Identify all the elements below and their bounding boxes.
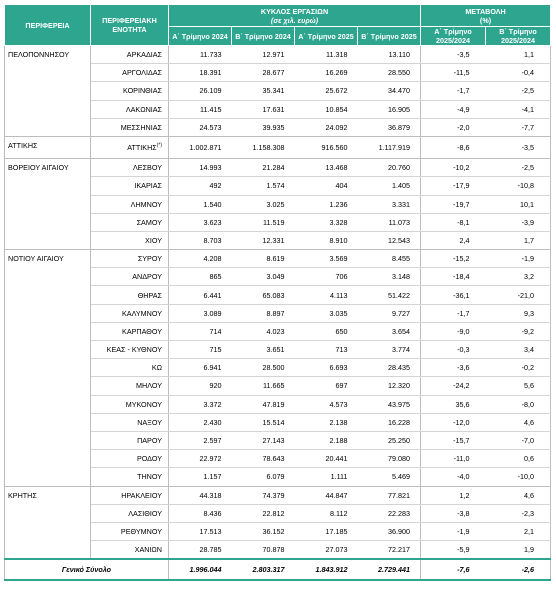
region-cell: ΝΟΤΙΟΥ ΑΙΓΑΙΟΥ — [5, 250, 91, 486]
cell-q1-2025: 11.318 — [295, 46, 358, 64]
cell-q1-2025: 6.693 — [295, 359, 358, 377]
cell-q2-2024: 28.677 — [232, 64, 295, 82]
cell-ch-q2: -8,0 — [486, 395, 551, 413]
unit-cell — [91, 450, 169, 468]
cell-ch-q1: -5,9 — [421, 541, 486, 560]
cell-q1-2024: 44.318 — [169, 486, 232, 504]
col-q1-2025: Α΄ Τρίμηνο 2025 — [295, 27, 358, 46]
turnover-title: ΚΥΚΛΟΣ ΕΡΓΑΣΙΩΝ — [260, 6, 329, 16]
cell-ch-q1: -8,1 — [421, 213, 486, 231]
cell-q2-2024: 74.379 — [232, 486, 295, 504]
cell-q1-2024: 3.623 — [169, 213, 232, 231]
footnote-marker: (*) — [156, 142, 162, 149]
cell-q1-2024: 14.993 — [169, 159, 232, 177]
cell-ch-q1: -10,2 — [421, 159, 486, 177]
cell-q2-2025: 79.080 — [358, 450, 421, 468]
cell-ch-q1: -4,9 — [421, 100, 486, 118]
cell-ch-q1: -0,3 — [421, 341, 486, 359]
cell-q2-2024: 35.341 — [232, 82, 295, 100]
cell-q1-2025: 3.569 — [295, 250, 358, 268]
cell-q2-2025: 25.250 — [358, 431, 421, 449]
cell-q2-2024: 6.079 — [232, 468, 295, 486]
unit-cell — [91, 304, 169, 322]
turnover-table — [4, 4, 551, 581]
turnover-subtitle: (σε χιλ. ευρώ) — [270, 15, 319, 25]
unit-cell — [91, 359, 169, 377]
cell-ch-q2: -7,0 — [486, 431, 551, 449]
change-header — [421, 5, 551, 27]
cell-q1-2024: 17.513 — [169, 522, 232, 540]
cell-ch-q2: -3,9 — [486, 213, 551, 231]
cell-q1-2025: 697 — [295, 377, 358, 395]
cell-q1-2024: 18.391 — [169, 64, 232, 82]
cell-ch-q2: 1,1 — [486, 46, 551, 64]
total-change-q1: -7,6 — [421, 559, 486, 580]
unit-cell — [91, 431, 169, 449]
cell-q2-2025: 12.543 — [358, 231, 421, 249]
cell-q2-2024: 1.158.308 — [232, 136, 295, 158]
cell-ch-q2: -0,2 — [486, 359, 551, 377]
unit-name: ΡΕΘΥΜΝΟΥ — [120, 526, 162, 536]
unit-cell — [91, 64, 169, 82]
cell-q1-2025: 3.035 — [295, 304, 358, 322]
unit-cell — [91, 522, 169, 540]
cell-q2-2025: 20.760 — [358, 159, 421, 177]
cell-ch-q1: 35,6 — [421, 395, 486, 413]
cell-q1-2024: 492 — [169, 177, 232, 195]
cell-q2-2025: 16.228 — [358, 413, 421, 431]
cell-ch-q1: -24,2 — [421, 377, 486, 395]
cell-q1-2025: 4.113 — [295, 286, 358, 304]
cell-q1-2024: 4.208 — [169, 250, 232, 268]
unit-name: ΧΑΝΙΩΝ — [134, 545, 162, 555]
unit-name: ΚΟΡΙΝΘΙΑΣ — [123, 86, 162, 96]
table-row — [5, 136, 551, 158]
unit-cell — [91, 541, 169, 560]
cell-q1-2025: 44.847 — [295, 486, 358, 504]
table-row — [5, 250, 551, 268]
unit-cell — [91, 159, 169, 177]
cell-q2-2025: 3.654 — [358, 322, 421, 340]
cell-ch-q1: -1,7 — [421, 82, 486, 100]
cell-q1-2024: 8.436 — [169, 504, 232, 522]
cell-q1-2025: 713 — [295, 341, 358, 359]
cell-q2-2024: 36.152 — [232, 522, 295, 540]
unit-cell — [91, 486, 169, 504]
change-subtitle: (%) — [479, 15, 492, 25]
cell-q2-2024: 3.025 — [232, 195, 295, 213]
cell-q2-2025: 51.422 — [358, 286, 421, 304]
cell-ch-q2: -9,2 — [486, 322, 551, 340]
unit-header: ΠΕΡΙΦΕΡΕΙΑΚΗ ΕΝΟΤΗΤΑ — [91, 5, 169, 46]
unit-name: ΚΩ — [151, 363, 162, 373]
unit-name: ΛΑΣΙΘΙΟΥ — [128, 508, 162, 518]
unit-cell — [91, 250, 169, 268]
cell-q1-2025: 8.112 — [295, 504, 358, 522]
cell-ch-q1: -1,9 — [421, 522, 486, 540]
cell-q1-2024: 715 — [169, 341, 232, 359]
cell-q2-2025: 72.217 — [358, 541, 421, 560]
turnover-header — [169, 5, 421, 27]
cell-ch-q2: -0,4 — [486, 64, 551, 82]
cell-q1-2024: 865 — [169, 268, 232, 286]
cell-q2-2024: 11.519 — [232, 213, 295, 231]
cell-q2-2025: 8.455 — [358, 250, 421, 268]
unit-cell — [91, 504, 169, 522]
cell-q2-2024: 15.514 — [232, 413, 295, 431]
cell-q1-2025: 27.073 — [295, 541, 358, 560]
unit-cell — [91, 82, 169, 100]
cell-ch-q2: -2,3 — [486, 504, 551, 522]
unit-name: ΜΥΚΟΝΟΥ — [125, 399, 162, 409]
cell-ch-q2: -2,5 — [486, 82, 551, 100]
cell-ch-q2: 3,4 — [486, 341, 551, 359]
cell-q1-2025: 24.092 — [295, 118, 358, 136]
cell-q2-2024: 8.897 — [232, 304, 295, 322]
cell-ch-q2: 3,2 — [486, 268, 551, 286]
cell-q1-2024: 2.597 — [169, 431, 232, 449]
cell-ch-q2: 1,9 — [486, 541, 551, 560]
cell-q2-2025: 9.727 — [358, 304, 421, 322]
cell-q1-2025: 20.441 — [295, 450, 358, 468]
cell-q2-2024: 78.643 — [232, 450, 295, 468]
cell-ch-q1: -1,7 — [421, 304, 486, 322]
table-row — [5, 46, 551, 64]
cell-ch-q1: -3,6 — [421, 359, 486, 377]
cell-q2-2025: 36.879 — [358, 118, 421, 136]
cell-q1-2025: 1.236 — [295, 195, 358, 213]
cell-q2-2024: 3.049 — [232, 268, 295, 286]
unit-name: ΑΡΚΑΔΙΑΣ — [126, 50, 162, 60]
unit-name: ΙΚΑΡΙΑΣ — [134, 181, 162, 191]
cell-q1-2024: 3.089 — [169, 304, 232, 322]
cell-q1-2024: 3.372 — [169, 395, 232, 413]
cell-q2-2025: 34.470 — [358, 82, 421, 100]
cell-q1-2024: 22.972 — [169, 450, 232, 468]
unit-cell — [91, 413, 169, 431]
col-q2-2024: Β΄ Τρίμηνο 2024 — [232, 27, 295, 46]
unit-name: ΑΝΔΡΟΥ — [132, 272, 162, 282]
total-q2-2025: 2.729.441 — [358, 559, 421, 580]
cell-q2-2025: 1.405 — [358, 177, 421, 195]
cell-q1-2025: 2.138 — [295, 413, 358, 431]
cell-q2-2025: 12.320 — [358, 377, 421, 395]
cell-q2-2024: 1.574 — [232, 177, 295, 195]
cell-q1-2025: 25.672 — [295, 82, 358, 100]
cell-ch-q1: 1,2 — [421, 486, 486, 504]
unit-cell — [91, 377, 169, 395]
cell-q1-2024: 11.733 — [169, 46, 232, 64]
cell-q2-2025: 22.283 — [358, 504, 421, 522]
unit-cell — [91, 136, 169, 158]
unit-cell — [91, 213, 169, 231]
cell-ch-q1: -4,0 — [421, 468, 486, 486]
cell-q1-2025: 16.269 — [295, 64, 358, 82]
col-q1-2024: Α΄ Τρίμηνο 2024 — [169, 27, 232, 46]
table-body — [5, 46, 551, 560]
cell-q1-2024: 6.441 — [169, 286, 232, 304]
cell-ch-q2: 4,6 — [486, 413, 551, 431]
col-change-q2: Β΄ Τρίμηνο 2025/2024 — [486, 27, 551, 46]
cell-ch-q2: 2,1 — [486, 522, 551, 540]
cell-q2-2024: 4.023 — [232, 322, 295, 340]
cell-q2-2025: 16.905 — [358, 100, 421, 118]
cell-ch-q1: -9,0 — [421, 322, 486, 340]
unit-cell — [91, 268, 169, 286]
unit-name: ΗΡΑΚΛΕΙΟΥ — [121, 490, 162, 500]
cell-q2-2024: 21.284 — [232, 159, 295, 177]
unit-cell — [91, 118, 169, 136]
cell-q1-2024: 714 — [169, 322, 232, 340]
unit-name: ΑΡΓΟΛΙΔΑΣ — [122, 68, 162, 78]
cell-ch-q2: 9,3 — [486, 304, 551, 322]
unit-cell — [91, 195, 169, 213]
cell-q1-2024: 1.540 — [169, 195, 232, 213]
cell-q2-2025: 3.774 — [358, 341, 421, 359]
cell-ch-q2: -21,0 — [486, 286, 551, 304]
cell-ch-q1: -19,7 — [421, 195, 486, 213]
cell-q2-2024: 28.500 — [232, 359, 295, 377]
cell-ch-q2: -2,5 — [486, 159, 551, 177]
total-q1-2024: 1.996.044 — [169, 559, 232, 580]
unit-name: ΑΤΤΙΚΗΣ — [127, 143, 157, 153]
cell-q1-2024: 2.430 — [169, 413, 232, 431]
cell-q2-2025: 1.117.919 — [358, 136, 421, 158]
cell-ch-q2: -10,0 — [486, 468, 551, 486]
unit-cell — [91, 100, 169, 118]
cell-ch-q2: 10,1 — [486, 195, 551, 213]
cell-q1-2025: 650 — [295, 322, 358, 340]
cell-q1-2025: 4.573 — [295, 395, 358, 413]
total-row — [5, 559, 551, 580]
cell-q1-2024: 1.157 — [169, 468, 232, 486]
unit-name: ΛΗΜΝΟΥ — [130, 199, 162, 209]
unit-name: ΣΑΜΟΥ — [136, 217, 162, 227]
unit-name: ΜΗΛΟΥ — [136, 381, 162, 391]
cell-q1-2025: 13.468 — [295, 159, 358, 177]
cell-q1-2024: 28.785 — [169, 541, 232, 560]
region-cell: ΚΡΗΤΗΣ — [5, 486, 91, 559]
cell-ch-q2: 5,6 — [486, 377, 551, 395]
cell-q1-2024: 8.703 — [169, 231, 232, 249]
unit-name: ΚΕΑΣ - ΚΥΘΝΟΥ — [106, 345, 162, 355]
unit-name: ΚΑΛΥΜΝΟΥ — [122, 308, 162, 318]
cell-q2-2024: 39.935 — [232, 118, 295, 136]
cell-ch-q2: -10,8 — [486, 177, 551, 195]
cell-q2-2024: 11.665 — [232, 377, 295, 395]
cell-q2-2025: 11.073 — [358, 213, 421, 231]
cell-ch-q1: -11,0 — [421, 450, 486, 468]
cell-ch-q1: -12,0 — [421, 413, 486, 431]
cell-q1-2024: 11.415 — [169, 100, 232, 118]
table-header — [5, 5, 551, 46]
cell-ch-q1: -17,9 — [421, 177, 486, 195]
cell-q1-2025: 1.111 — [295, 468, 358, 486]
unit-name: ΠΑΡΟΥ — [137, 436, 162, 446]
cell-q2-2024: 47.819 — [232, 395, 295, 413]
cell-q2-2025: 43.975 — [358, 395, 421, 413]
cell-q2-2025: 13.110 — [358, 46, 421, 64]
unit-cell — [91, 286, 169, 304]
unit-name: ΡΟΔΟΥ — [136, 454, 162, 464]
total-q2-2024: 2.803.317 — [232, 559, 295, 580]
cell-q1-2025: 916.560 — [295, 136, 358, 158]
unit-name: ΚΑΡΠΑΘΟΥ — [122, 326, 162, 336]
total-change-q2: -2,6 — [486, 559, 551, 580]
cell-q1-2025: 17.185 — [295, 522, 358, 540]
cell-ch-q1: 2,4 — [421, 231, 486, 249]
cell-q1-2025: 10.854 — [295, 100, 358, 118]
unit-cell — [91, 231, 169, 249]
cell-q1-2024: 6.941 — [169, 359, 232, 377]
cell-q2-2024: 12.971 — [232, 46, 295, 64]
cell-q1-2025: 2.188 — [295, 431, 358, 449]
unit-name: ΘΗΡΑΣ — [137, 290, 162, 300]
cell-ch-q1: -15,2 — [421, 250, 486, 268]
region-cell: ΑΤΤΙΚΗΣ — [5, 136, 91, 158]
cell-q1-2025: 404 — [295, 177, 358, 195]
table-row — [5, 486, 551, 504]
cell-ch-q2: 1,7 — [486, 231, 551, 249]
cell-ch-q1: -11,5 — [421, 64, 486, 82]
table-row — [5, 159, 551, 177]
cell-q1-2024: 1.002.871 — [169, 136, 232, 158]
cell-q2-2024: 8.619 — [232, 250, 295, 268]
unit-cell — [91, 322, 169, 340]
unit-cell — [91, 468, 169, 486]
cell-ch-q1: -3,5 — [421, 46, 486, 64]
total-q1-2025: 1.843.912 — [295, 559, 358, 580]
cell-q2-2025: 3.148 — [358, 268, 421, 286]
cell-ch-q2: 0,6 — [486, 450, 551, 468]
cell-q2-2025: 36.900 — [358, 522, 421, 540]
cell-ch-q1: -15,7 — [421, 431, 486, 449]
cell-ch-q2: -7,7 — [486, 118, 551, 136]
region-cell: ΒΟΡΕΙΟΥ ΑΙΓΑΙΟΥ — [5, 159, 91, 250]
unit-cell — [91, 341, 169, 359]
cell-ch-q1: -36,1 — [421, 286, 486, 304]
unit-name: ΜΕΣΣΗΝΙΑΣ — [120, 122, 162, 132]
cell-q2-2025: 77.821 — [358, 486, 421, 504]
region-header: ΠΕΡΙΦΕΡΕΙΑ — [5, 5, 91, 46]
cell-ch-q1: -2,0 — [421, 118, 486, 136]
col-change-q1: Α΄ Τρίμηνο 2025/2024 — [421, 27, 486, 46]
cell-ch-q1: -3,8 — [421, 504, 486, 522]
cell-q1-2024: 26.109 — [169, 82, 232, 100]
cell-q2-2024: 3.651 — [232, 341, 295, 359]
cell-q2-2025: 28.550 — [358, 64, 421, 82]
col-q2-2025: Β΄ Τρίμηνο 2025 — [358, 27, 421, 46]
cell-q2-2025: 5.469 — [358, 468, 421, 486]
cell-q2-2025: 28.435 — [358, 359, 421, 377]
unit-cell — [91, 177, 169, 195]
cell-q2-2024: 65.083 — [232, 286, 295, 304]
unit-cell — [91, 395, 169, 413]
cell-ch-q2: -4,1 — [486, 100, 551, 118]
cell-q2-2024: 12.331 — [232, 231, 295, 249]
cell-q1-2024: 24.573 — [169, 118, 232, 136]
total-label: Γενικό Σύνολο — [5, 559, 169, 580]
cell-q2-2025: 3.331 — [358, 195, 421, 213]
cell-q1-2025: 8.910 — [295, 231, 358, 249]
cell-ch-q2: -1,9 — [486, 250, 551, 268]
cell-q2-2024: 70.878 — [232, 541, 295, 560]
cell-ch-q1: -8,6 — [421, 136, 486, 158]
cell-q2-2024: 27.143 — [232, 431, 295, 449]
unit-name: ΧΙΟΥ — [145, 235, 162, 245]
unit-name: ΣΥΡΟΥ — [137, 254, 162, 264]
unit-name: ΤΗΝΟΥ — [137, 472, 162, 482]
cell-ch-q1: -18,4 — [421, 268, 486, 286]
cell-q1-2025: 706 — [295, 268, 358, 286]
unit-name: ΛΑΚΩΝΙΑΣ — [125, 104, 162, 114]
unit-name: ΛΕΣΒΟΥ — [133, 163, 162, 173]
unit-name: ΝΑΞΟΥ — [137, 417, 162, 427]
cell-q1-2025: 3.328 — [295, 213, 358, 231]
change-title: ΜΕΤΑΒΟΛΗ — [465, 6, 506, 16]
cell-ch-q2: 4,6 — [486, 486, 551, 504]
unit-cell — [91, 46, 169, 64]
cell-q1-2024: 920 — [169, 377, 232, 395]
cell-ch-q2: -3,5 — [486, 136, 551, 158]
cell-q2-2024: 22.812 — [232, 504, 295, 522]
cell-q2-2024: 17.631 — [232, 100, 295, 118]
region-cell: ΠΕΛΟΠΟΝΝΗΣΟΥ — [5, 46, 91, 137]
